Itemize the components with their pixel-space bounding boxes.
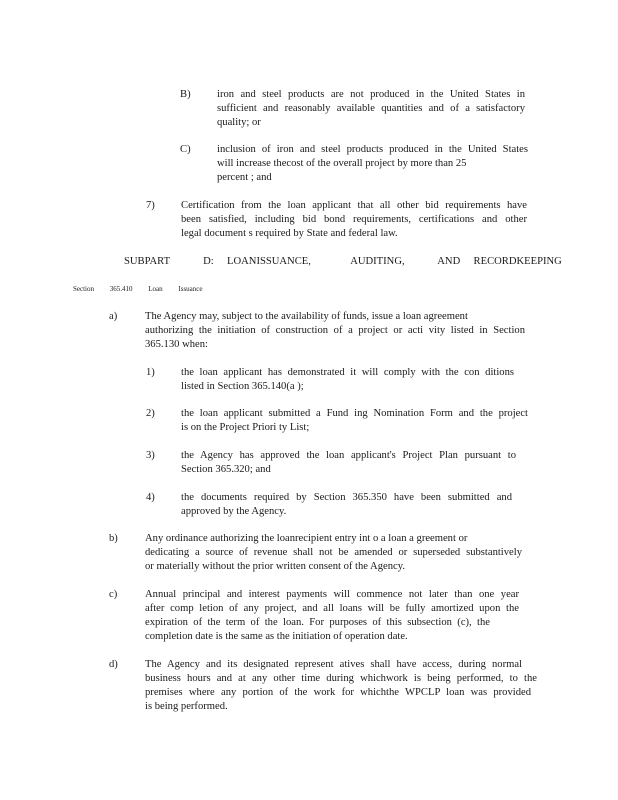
item-text [181,491,512,519]
item-label: C) [180,144,191,155]
item-label: b) [109,533,118,544]
section-number: 365.410 [109,285,133,293]
text-line: sufficient and reasonably available quantities and of a satisfactory [217,103,525,114]
list-item-3 [0,449,618,479]
text-line: iron and steel products are not produced in the United States in [217,89,525,100]
list-item-2 [0,407,618,437]
text-line: the loan applicant submitted a Fund ing Nomination Form and the project [181,408,528,419]
section-title-issuance: Issuance [178,285,203,293]
subpart-heading: SUBPART D: LOANISSUANCE, AUDITING, AND RECORDKEEPING [124,256,562,267]
text-line: Any ordinance authorizing the loanrecipient entry int o a loan a greement or [145,533,468,544]
item-label: 3) [146,450,155,461]
item-text [217,88,525,130]
text-line: completion date is the same as the initiation of operation date. [145,631,408,642]
list-item-4 [0,491,618,521]
item-label: 1) [146,367,155,378]
item-label: d) [109,659,118,670]
list-item-c-upper [0,143,618,187]
item-text [181,366,514,394]
text-line: quality; or [217,117,261,128]
text-line: the documents required by Section 365.350 have been submitted and [181,492,512,503]
item-text [145,310,525,352]
text-line: will increase thecost of the overall project by more than 25 [217,158,467,169]
text-line: Section 365.320; and [181,464,271,475]
item-text [217,143,528,185]
item-text [181,449,516,477]
item-text [145,532,522,574]
text-line: the Agency has approved the loan applicant's Project Plan pursuant to [181,450,516,461]
text-line: dedicating a source of revenue shall not be amended or superseded substantively [145,547,522,558]
text-line: Certification from the loan applicant that all other bid requirements have [181,200,527,211]
item-text [145,588,519,644]
text-line: approved by the Agency. [181,506,287,517]
item-text [181,199,527,241]
item-text [181,407,528,435]
text-line: The Agency may, subject to the availability of funds, issue a loan agreement [145,311,468,322]
item-label: c) [109,589,118,600]
text-line: the loan applicant has demonstrated it will comply with the con ditions [181,367,514,378]
list-item-b [0,532,618,576]
item-label: 2) [146,408,155,419]
text-line: listed in Section 365.140(a ); [181,381,304,392]
text-line: is being performed. [145,701,228,712]
text-line: is on the Project Priori ty List; [181,422,310,433]
text-line: expiration of the term of the loan. For purposes of this subsection (c), the [145,617,490,628]
text-line: premises where any portion of the work for whichthe WPCLP loan was provided [145,687,531,698]
text-line: after comp letion of any project, and all loans will be fully amortized upon the [145,603,519,614]
section-title-loan: Loan [148,285,163,293]
text-line: or materially without the prior written consent of the Agency. [145,561,405,572]
text-line: inclusion of iron and steel products produced in the United States [217,144,528,155]
text-line: been satisfied, including bid bond requirements, certifications and other [181,214,527,225]
text-line: The Agency and its designated represent atives shall have access, during normal [145,659,522,670]
section-heading [73,284,217,294]
text-line: percent ; and [217,172,272,183]
text-line: authorizing the initiation of construction of a project or acti vity listed in Section [145,325,525,336]
list-item-1 [0,366,618,396]
list-item-7 [0,199,618,243]
text-line: 365.130 when: [145,339,208,350]
list-item-a [0,310,618,354]
text-line: legal document s required by State and federal law. [181,228,398,239]
text-line: business hours and at any other time during whichwork is being performed, to the [145,673,537,684]
text-line: Annual principal and interest payments will commence not later than one year [145,589,519,600]
item-label: 7) [146,200,155,211]
section-word: Section [73,285,94,293]
item-label: a) [109,311,118,322]
list-item-d [0,658,618,716]
item-label: B) [180,89,191,100]
item-label: 4) [146,492,155,503]
list-item-c [0,588,618,646]
list-item-b-upper [0,88,618,132]
item-text [145,658,537,714]
